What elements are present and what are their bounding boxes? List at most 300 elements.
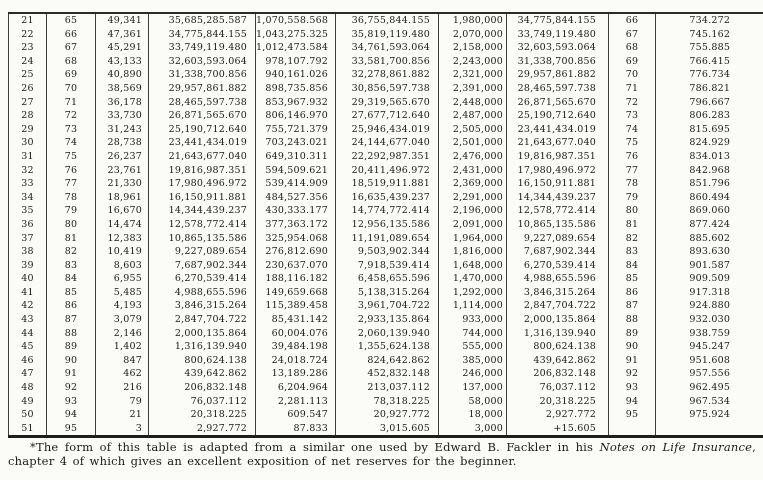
table-cell: 22 [21, 28, 34, 40]
table-row [9, 218, 763, 232]
table-cell: 46 [21, 354, 34, 366]
table-cell: 39,484.198 [256, 340, 336, 354]
table-cell: 213,037.112 [336, 381, 439, 395]
table-cell: 3,000 [439, 422, 507, 437]
table-cell: 755,721.379 [256, 123, 336, 137]
table-cell: 17,980,496.972 [149, 177, 256, 191]
table-cell: 957.556 [656, 367, 763, 381]
table-cell: 734.272 [656, 13, 763, 28]
table-cell: 85 [47, 286, 96, 300]
table-row [9, 408, 763, 422]
table-cell: 893.630 [656, 245, 763, 259]
table-cell: 3,961,704.722 [336, 299, 439, 313]
table-cell: 36,755,844.155 [336, 13, 439, 28]
table-cell: 824,642.862 [336, 354, 439, 368]
table-cell: 975.924 [656, 408, 763, 422]
table-cell: 452,832.148 [336, 367, 439, 381]
table-cell: 80 [47, 218, 96, 232]
table-cell: 91 [609, 354, 656, 368]
table-row [9, 164, 763, 178]
table-cell: 92 [47, 381, 96, 395]
table-cell: 60,004.076 [256, 327, 336, 341]
table-cell: 1,043,275.325 [256, 28, 336, 42]
table-cell: 67 [47, 41, 96, 55]
table-cell: 29,957,861.882 [507, 68, 609, 82]
table-cell: 978,107.792 [256, 55, 336, 69]
table-cell: 40 [21, 273, 34, 285]
table-cell [656, 422, 763, 437]
table-row [9, 313, 763, 327]
table-cell: 74 [47, 136, 96, 150]
table-row [9, 150, 763, 164]
table-cell: 2,281.113 [256, 395, 336, 409]
table-cell: 917.318 [656, 286, 763, 300]
table-row [9, 245, 763, 259]
table-cell: 25,190,712.640 [507, 109, 609, 123]
table-cell: 18,961 [96, 191, 149, 205]
table-cell: 800,624.138 [149, 354, 256, 368]
table-cell: 20,927.772 [336, 408, 439, 422]
table-cell: 967.534 [656, 395, 763, 409]
table-cell: 16,670 [96, 204, 149, 218]
table-cell: 73 [47, 123, 96, 137]
table-cell: 555,000 [439, 340, 507, 354]
table-cell: 2,146 [96, 327, 149, 341]
table-cell: 51 [21, 422, 34, 434]
table-cell: 885.602 [656, 232, 763, 246]
table-cell: 39 [21, 259, 34, 271]
table-cell: 93 [47, 395, 96, 409]
table-row [9, 96, 763, 110]
table-cell: 30 [21, 137, 34, 149]
table-cell: 3,015.605 [336, 422, 439, 437]
table-cell: 1,070,558.568 [256, 13, 336, 28]
table-cell: 9,503,902.344 [336, 245, 439, 259]
table-cell: 137,000 [439, 381, 507, 395]
table-cell: 81 [609, 218, 656, 232]
table-cell: 1,012,473.584 [256, 41, 336, 55]
table-cell: 32,603,593.064 [149, 55, 256, 69]
table-cell: 75 [609, 136, 656, 150]
table-cell: 19,816,987.351 [507, 150, 609, 164]
table-cell: 79 [609, 191, 656, 205]
table-cell: 14,344,439.237 [507, 191, 609, 205]
table-cell: 188,116.182 [256, 272, 336, 286]
table-cell: 77 [47, 177, 96, 191]
table-cell: 834.013 [656, 150, 763, 164]
table-cell: 609.547 [256, 408, 336, 422]
table-cell: 85 [609, 272, 656, 286]
table-cell: 34,775,844.155 [507, 13, 609, 28]
table-cell: 4,193 [96, 299, 149, 313]
table-cell: 24,144,677.040 [336, 136, 439, 150]
table-cell: 377,363.172 [256, 218, 336, 232]
table-cell: 1,980,000 [439, 13, 507, 28]
table-cell: 1,355,624.138 [336, 340, 439, 354]
table-cell: 230,637.070 [256, 259, 336, 273]
table-cell: 3,846,315.264 [507, 286, 609, 300]
table-cell: 484,527.356 [256, 191, 336, 205]
table-cell: 2,847,704.722 [149, 313, 256, 327]
table-cell: 17,980,496.972 [507, 164, 609, 178]
table-cell: 25,190,712.640 [149, 123, 256, 137]
table-cell: 72 [47, 109, 96, 123]
table-cell: 10,865,135.586 [507, 218, 609, 232]
table-cell: 28,738 [96, 136, 149, 150]
table-cell: 21 [21, 15, 34, 26]
table-row [9, 286, 763, 300]
table-cell: 786.821 [656, 82, 763, 96]
table-cell: 31 [21, 150, 34, 162]
table-cell: 1,816,000 [439, 245, 507, 259]
table-cell: 71 [609, 82, 656, 96]
table-cell: 30,856,597.738 [336, 82, 439, 96]
table-cell: 47 [21, 368, 34, 380]
table-cell: 2,060,139.940 [336, 327, 439, 341]
table-cell: 58,000 [439, 395, 507, 409]
table-cell: 216 [96, 381, 149, 395]
table-cell: 82 [47, 245, 96, 259]
table-cell: 31,243 [96, 123, 149, 137]
table-cell: 83 [47, 259, 96, 273]
table-cell: 800,624.138 [507, 340, 609, 354]
table-cell: 33,730 [96, 109, 149, 123]
table-cell: 42 [21, 300, 34, 312]
table-cell: 76 [609, 150, 656, 164]
table-cell: 2,000,135.864 [149, 327, 256, 341]
table-cell: 94 [47, 408, 96, 422]
table-cell: 84 [609, 259, 656, 273]
table-cell: 36,178 [96, 96, 149, 110]
table-cell: 38,569 [96, 82, 149, 96]
table-cell: 766.415 [656, 55, 763, 69]
table-cell: 853,967.932 [256, 96, 336, 110]
table-cell: 89 [47, 340, 96, 354]
table-row [9, 259, 763, 273]
table-cell: 16,150,911.881 [149, 191, 256, 205]
table-cell: 539,414.909 [256, 177, 336, 191]
table-row [9, 395, 763, 409]
table-cell: 12,956,135.586 [336, 218, 439, 232]
table-cell: 90 [47, 354, 96, 368]
table-cell: 26 [21, 82, 34, 94]
table-cell: 933,000 [439, 313, 507, 327]
table-row [9, 13, 763, 28]
table-cell: 89 [609, 327, 656, 341]
table-cell: 21,643,677.040 [149, 150, 256, 164]
table-cell: 2,321,000 [439, 68, 507, 82]
table-cell: 95 [609, 408, 656, 422]
table-cell: 23,761 [96, 164, 149, 178]
table-cell: 85,431.142 [256, 313, 336, 327]
table-cell: 246,000 [439, 367, 507, 381]
table-cell: 649,310.311 [256, 150, 336, 164]
table-cell: 86 [47, 299, 96, 313]
table-cell: 87 [609, 299, 656, 313]
table-cell: 1,114,000 [439, 299, 507, 313]
table-cell: 18,000 [439, 408, 507, 422]
table-cell: 806.283 [656, 109, 763, 123]
table-cell: 70 [47, 82, 96, 96]
table-cell: 20,318.225 [507, 395, 609, 409]
table-cell: 87 [47, 313, 96, 327]
table-cell: 88 [609, 313, 656, 327]
table-cell: 1,470,000 [439, 272, 507, 286]
table-cell: 877.424 [656, 218, 763, 232]
table-cell: 44 [21, 327, 34, 339]
table-cell: 68 [47, 55, 96, 69]
table-cell: 93 [609, 381, 656, 395]
table-cell: 76 [47, 164, 96, 178]
table-cell: 65 [47, 13, 96, 28]
table-cell: 70 [609, 68, 656, 82]
table-cell: 14,344,439.237 [149, 204, 256, 218]
table-cell: 35,685,285.587 [149, 13, 256, 28]
table-cell: 90 [609, 340, 656, 354]
table-cell: 71 [47, 96, 96, 110]
table-cell: 66 [609, 13, 656, 28]
table-cell: 6,458,655.596 [336, 272, 439, 286]
table-cell: 206,832.148 [507, 367, 609, 381]
table-cell: 1,316,139.940 [507, 327, 609, 341]
table-cell: 75 [47, 150, 96, 164]
table-cell: 430,333.177 [256, 204, 336, 218]
table-row [9, 340, 763, 354]
table-cell: 744,000 [439, 327, 507, 341]
table-row [9, 367, 763, 381]
table-cell: 115,389.458 [256, 299, 336, 313]
table-cell: 34,775,844.155 [149, 28, 256, 42]
table-cell: 860.494 [656, 191, 763, 205]
table-cell: 6,204.964 [256, 381, 336, 395]
table-cell: 16,635,439.237 [336, 191, 439, 205]
table-cell: 439,642.862 [149, 367, 256, 381]
table-row [9, 232, 763, 246]
table-cell: 5,485 [96, 286, 149, 300]
table-row [9, 136, 763, 150]
footnote-text-end: , chapter 4 of which gives an excellent exposition of net reserves for the beginner. [8, 440, 756, 468]
footnote-text-start: *The form of this table is adapted from a similar one used by Edward B. Fackler in his [30, 440, 600, 454]
table-cell: 73 [609, 109, 656, 123]
table-cell: 2,070,000 [439, 28, 507, 42]
table-cell: 2,487,000 [439, 109, 507, 123]
table-cell: 72 [609, 96, 656, 110]
table-cell: 3 [96, 422, 149, 437]
table-cell: 2,505,000 [439, 123, 507, 137]
table-cell: 2,243,000 [439, 55, 507, 69]
table-cell: 2,847,704.722 [507, 299, 609, 313]
table-cell: 32,278,861.882 [336, 68, 439, 82]
table-row [9, 191, 763, 205]
table-cell: 83 [609, 245, 656, 259]
table-cell: 901.587 [656, 259, 763, 273]
table-cell: 34,761,593.064 [336, 41, 439, 55]
table-cell: 815.695 [656, 123, 763, 137]
table-cell: 847 [96, 354, 149, 368]
table-row [9, 82, 763, 96]
table-cell: 23 [21, 42, 34, 54]
table-cell: 3,846,315.264 [149, 299, 256, 313]
table-cell: 3,079 [96, 313, 149, 327]
table-cell: 41 [21, 286, 34, 298]
table-cell: 16,150,911.881 [507, 177, 609, 191]
table-cell: 14,774,772.414 [336, 204, 439, 218]
table-cell: 703,243.021 [256, 136, 336, 150]
table-cell: 19,816,987.351 [149, 164, 256, 178]
table-cell: 78,318.225 [336, 395, 439, 409]
table-cell: 1,964,000 [439, 232, 507, 246]
table-cell: 938.759 [656, 327, 763, 341]
table-cell: 325,954.068 [256, 232, 336, 246]
table-cell: 776.734 [656, 68, 763, 82]
table-cell: 7,918,539.414 [336, 259, 439, 273]
table-cell: 869.060 [656, 204, 763, 218]
table-cell: 909.509 [656, 272, 763, 286]
table-cell: 2,000,135.864 [507, 313, 609, 327]
table-cell: 2,431,000 [439, 164, 507, 178]
table-cell: 94 [609, 395, 656, 409]
table-cell: 43,133 [96, 55, 149, 69]
table-cell: 10,419 [96, 245, 149, 259]
table-cell: 24 [21, 55, 34, 67]
table-cell: 26,237 [96, 150, 149, 164]
table-cell: 940,161.026 [256, 68, 336, 82]
table-row [9, 327, 763, 341]
table-cell: 8,603 [96, 259, 149, 273]
table-cell: 23,441,434.019 [149, 136, 256, 150]
table-cell: 23,441,434.019 [507, 123, 609, 137]
table-row [9, 109, 763, 123]
table-cell: 1,402 [96, 340, 149, 354]
table-row [9, 422, 763, 437]
table-cell: 2,291,000 [439, 191, 507, 205]
table-cell: 842.968 [656, 164, 763, 178]
table-cell: 755.885 [656, 41, 763, 55]
table-cell: 6,270,539.414 [149, 272, 256, 286]
table-cell: 4,988,655.596 [507, 272, 609, 286]
table-cell: 45 [21, 341, 34, 353]
table-cell: 69 [47, 68, 96, 82]
table-cell: 12,578,772.414 [149, 218, 256, 232]
table-cell: 67 [609, 28, 656, 42]
table-cell: 77 [609, 164, 656, 178]
table-cell: 824.929 [656, 136, 763, 150]
table-cell: 22,292,987.351 [336, 150, 439, 164]
table-cell: 9,227,089.654 [149, 245, 256, 259]
table-cell: 49,341 [96, 13, 149, 28]
table-cell: 21,330 [96, 177, 149, 191]
table-cell: 962.495 [656, 381, 763, 395]
table-body [9, 13, 763, 437]
table-cell: 26,871,565.670 [507, 96, 609, 110]
table-cell: 385,000 [439, 354, 507, 368]
table-cell: 2,448,000 [439, 96, 507, 110]
table-row [9, 68, 763, 82]
table-cell: 33 [21, 178, 34, 190]
table-cell: 13,189.286 [256, 367, 336, 381]
table-cell: 6,270,539.414 [507, 259, 609, 273]
table-cell: 31,338,700.856 [149, 68, 256, 82]
table-row [9, 299, 763, 313]
table-cell: 24,018.724 [256, 354, 336, 368]
table-cell: 2,391,000 [439, 82, 507, 96]
table-cell: 48 [21, 382, 34, 394]
table-cell: 29,319,565.670 [336, 96, 439, 110]
table-cell: 86 [609, 286, 656, 300]
table-cell: 43 [21, 314, 34, 326]
table-cell: 21 [96, 408, 149, 422]
table-row [9, 272, 763, 286]
table-cell: 40,890 [96, 68, 149, 82]
table-cell: 6,955 [96, 272, 149, 286]
table-cell: 84 [47, 272, 96, 286]
table-cell: 2,927.772 [149, 422, 256, 437]
table-cell: 74 [609, 123, 656, 137]
table-cell: 2,933,135.864 [336, 313, 439, 327]
table-cell: 69 [609, 55, 656, 69]
table-cell: 33,581,700.856 [336, 55, 439, 69]
table-cell: 594,509.621 [256, 164, 336, 178]
table-row [9, 354, 763, 368]
table-cell: 9,227,089.654 [507, 232, 609, 246]
table-cell: 34 [21, 191, 34, 203]
table-cell: 87.833 [256, 422, 336, 437]
table-cell: 745.162 [656, 28, 763, 42]
table-cell: 28,465,597.738 [507, 82, 609, 96]
table-cell: 206,832.148 [149, 381, 256, 395]
table-cell: 78 [609, 177, 656, 191]
table-row [9, 55, 763, 69]
table-cell: 439,642.862 [507, 354, 609, 368]
table-cell: 33,749,119.480 [507, 28, 609, 42]
table-row [9, 41, 763, 55]
table-cell: 91 [47, 367, 96, 381]
table-cell: 45,291 [96, 41, 149, 55]
table-cell: 26,871,565.670 [149, 109, 256, 123]
table-cell: 36 [21, 218, 34, 230]
table-cell: 27 [21, 96, 34, 108]
table-cell: 79 [96, 395, 149, 409]
table-cell: 796.667 [656, 96, 763, 110]
table-cell: 38 [21, 246, 34, 258]
table-cell: 25,946,434.019 [336, 123, 439, 137]
table-cell [609, 422, 656, 437]
table-cell: 149,659.668 [256, 286, 336, 300]
table-cell: 81 [47, 232, 96, 246]
table-cell: 20,411,496.972 [336, 164, 439, 178]
table-cell: 4,988,655.596 [149, 286, 256, 300]
table-row [9, 177, 763, 191]
table-cell: 2,196,000 [439, 204, 507, 218]
table-cell: 462 [96, 367, 149, 381]
footnote-book-title: Notes on Life Insurance [599, 440, 753, 454]
table-cell: 95 [47, 422, 96, 437]
table-cell: 49 [21, 395, 34, 407]
table-cell: 276,812.690 [256, 245, 336, 259]
table-cell: 37 [21, 232, 34, 244]
table-row [9, 123, 763, 137]
table-cell: 924.880 [656, 299, 763, 313]
table-cell: 945.247 [656, 340, 763, 354]
table-cell: 1,648,000 [439, 259, 507, 273]
table-cell: 851.796 [656, 177, 763, 191]
table-row [9, 381, 763, 395]
table-cell: 31,338,700.856 [507, 55, 609, 69]
table-cell: 29 [21, 123, 34, 135]
table-cell: 29,957,861.882 [149, 82, 256, 96]
table-cell: 2,091,000 [439, 218, 507, 232]
table-cell: 32,603,593.064 [507, 41, 609, 55]
